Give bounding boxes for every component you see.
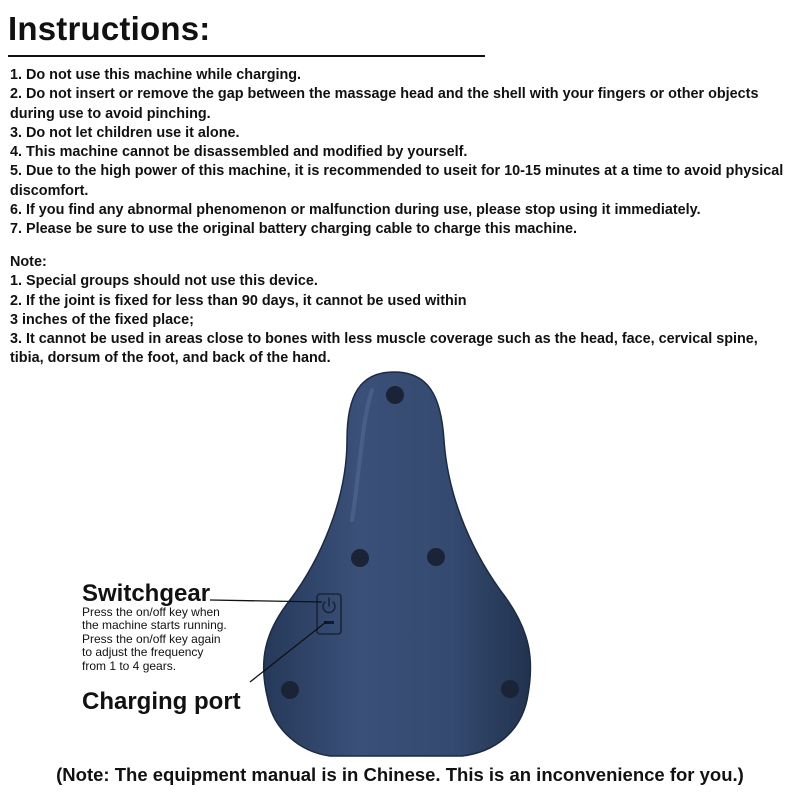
switchgear-description	[82, 606, 282, 673]
switchgear-desc-line: the machine starts running.	[82, 618, 227, 633]
massage-foot	[386, 386, 404, 404]
massage-foot	[351, 549, 369, 567]
switchgear-desc-line: Press the on/off key again	[82, 631, 221, 646]
massager-body	[264, 372, 531, 756]
note-item: 2. If the joint is fixed for less than 90 days, it cannot be used within	[10, 292, 467, 309]
instruction-item: 5. Due to the high power of this machine, it is recommended to useit for 10-15 minutes at a time to avoid physical discomfort.	[10, 163, 784, 199]
note-item: 1. Special groups should not use this device.	[10, 273, 318, 290]
switchgear-desc-line: from 1 to 4 gears.	[82, 658, 177, 673]
note-heading: Note:	[10, 254, 47, 270]
charging-port-label: Charging port	[82, 688, 241, 715]
instruction-item: 4. This machine cannot be disassembled and modified by yourself.	[10, 144, 468, 161]
switchgear-desc-line: Press the on/off key when	[82, 605, 220, 619]
instruction-item: 2. Do not insert or remove the gap between the massage head and the shell with your fingers or other objects during use to avoid pinching.	[10, 86, 759, 122]
page-title: Instructions:	[8, 10, 211, 47]
switchgear-label: Switchgear	[82, 580, 211, 607]
massage-foot	[427, 548, 445, 566]
note-item: 3. It cannot be used in areas close to bones with less muscle coverage such as the head, face, cervical spine, tibia, dorsum of the foot, and back of the hand.	[10, 331, 758, 367]
switchgear-desc-line: to adjust the frequency	[82, 645, 204, 660]
massage-foot	[281, 681, 299, 699]
note-item: 3 inches of the fixed place;	[10, 311, 194, 328]
instruction-item: 1. Do not use this machine while charging.	[10, 67, 302, 83]
massage-foot	[501, 680, 519, 698]
instruction-item: 6. If you find any abnormal phenomenon or malfunction during use, please stop using it immediately.	[10, 202, 701, 219]
footer-note: (Note: The equipment manual is in Chinese. This is an inconvenience for you.)	[56, 764, 744, 785]
instruction-item: 3. Do not let children use it alone.	[10, 124, 240, 141]
instruction-item: 7. Please be sure to use the original battery charging cable to charge this machine.	[10, 221, 578, 238]
